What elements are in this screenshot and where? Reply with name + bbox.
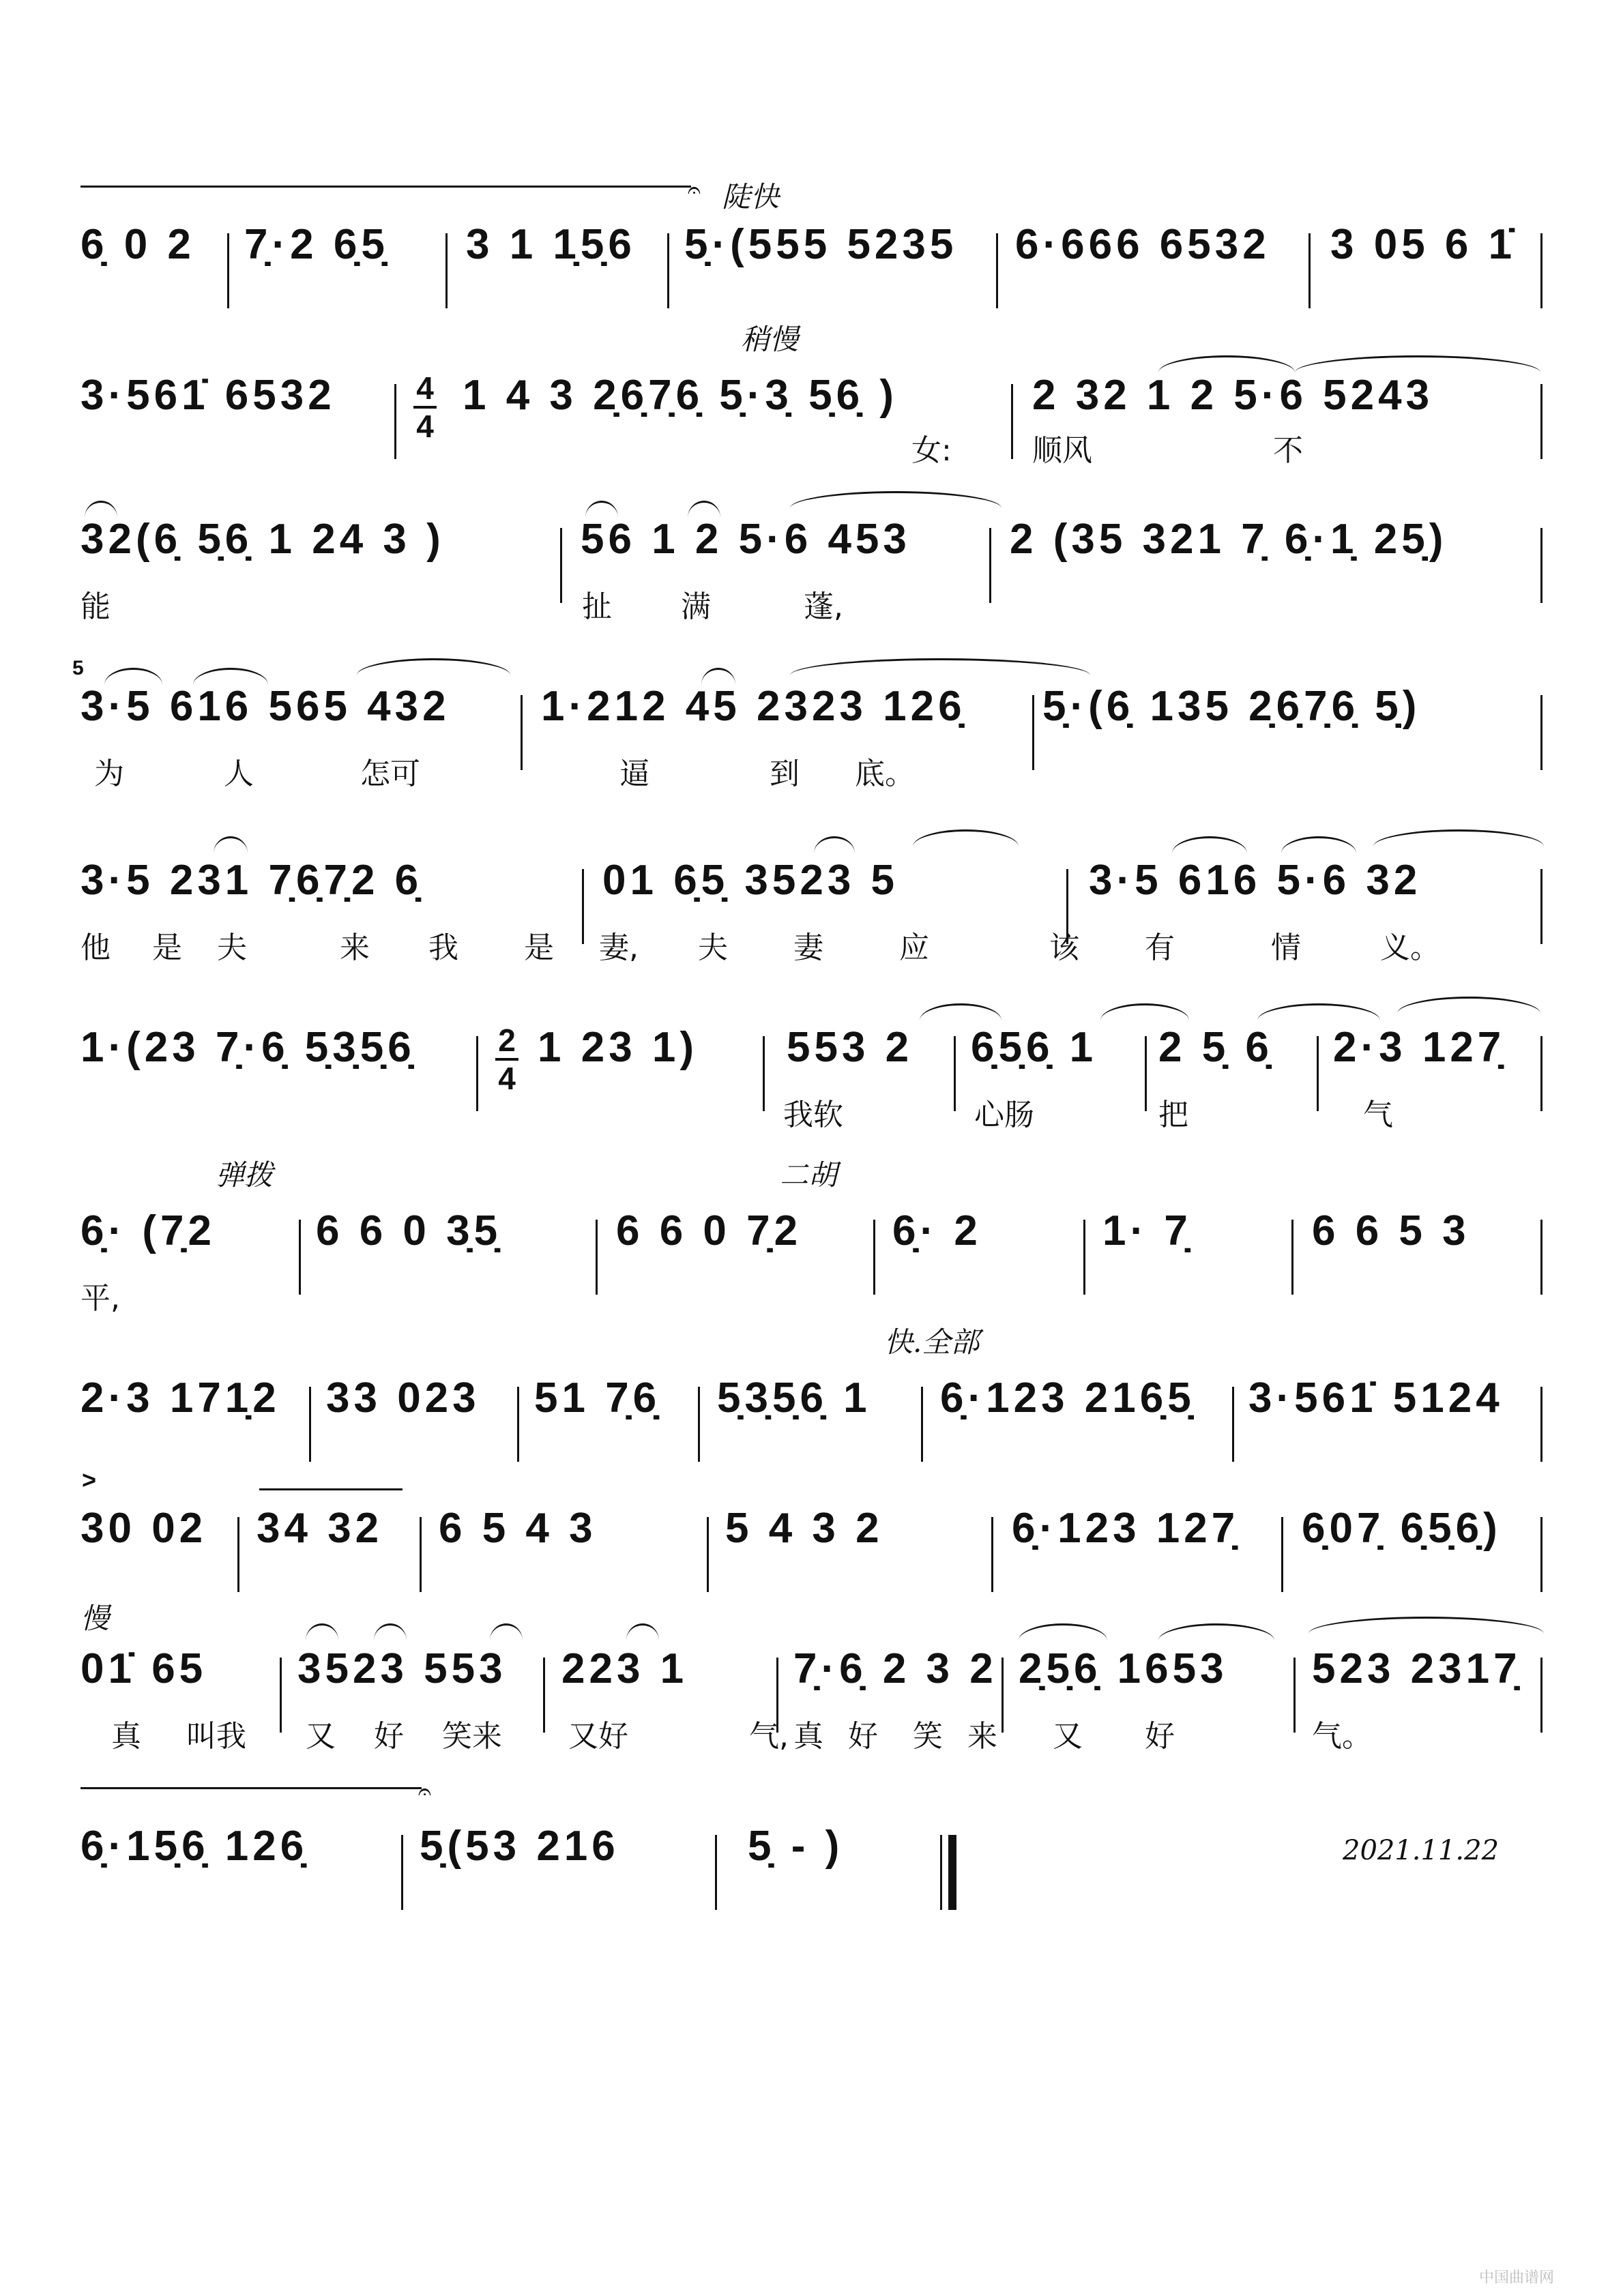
barline — [1540, 1387, 1542, 1462]
measure: 1·(23 7̣·6̣ 5̣3̣5̣6̣ — [81, 1024, 415, 1071]
measure: 2 (35 321 7̣ 6̣·1̣ 25̣) — [1010, 516, 1448, 563]
lyric: 情 — [1271, 930, 1301, 965]
lyric: 把 — [1158, 1098, 1188, 1132]
staff — [81, 1791, 1547, 1900]
lyric: 又好 — [568, 1719, 628, 1754]
measure: 6̣ 0 2 — [81, 221, 195, 268]
system-11 — [81, 1767, 1547, 1876]
system-1 — [81, 157, 1547, 266]
measure: 5̣·(6̣ 135 2̣6̣7̣6̣ 5̣) — [1042, 683, 1421, 730]
staff — [81, 825, 1547, 965]
watermark: 中国曲谱网 — [1479, 2269, 1555, 2286]
measure: 6̣· (7̣2 — [81, 1207, 216, 1254]
measure: 32(6̣ 5̣6̣ 1 24 3 ) — [81, 516, 445, 563]
lyric: 不 — [1273, 433, 1303, 468]
staff — [81, 1176, 1547, 1316]
measure: 223 1 — [561, 1645, 688, 1692]
measure: 6̣·123 216̣5̣ — [940, 1374, 1195, 1422]
lyric: 有 — [1145, 930, 1175, 965]
barline — [309, 1387, 311, 1462]
system-6 — [81, 992, 1547, 1132]
fermata-icon: 𝄐 — [418, 1779, 431, 1805]
staff — [81, 992, 1547, 1132]
measure: 1 4 3 2̣6̣7̣6̣ 5̣·3̣ 5̣6̣ ) — [463, 372, 898, 419]
measure: 33 023 — [326, 1374, 480, 1422]
measure: 51 7̣6̣ — [534, 1374, 661, 1422]
measure: 2 32 1 2 5·6 5243 — [1032, 372, 1434, 419]
lyric: 底。 — [855, 756, 915, 791]
measure: 1·212 45 2323 126̣ — [541, 683, 966, 730]
measure: 3 1 1̣5̣6 — [466, 221, 636, 268]
measure: 5̣(53 216 — [420, 1823, 619, 1870]
measure: 6̣·15̣6̣ 126̣ — [81, 1823, 308, 1870]
lyric: 好 — [1145, 1719, 1175, 1754]
tempo-mark: 快.全部 — [884, 1325, 980, 1359]
barline — [517, 1387, 519, 1462]
lyric: 又 — [306, 1719, 336, 1754]
system-10 — [81, 1596, 1547, 1754]
measure: 56 1 2 5·6 453 — [581, 516, 911, 563]
barline — [420, 1517, 422, 1592]
barline — [227, 233, 229, 308]
measure: 34 32 — [257, 1505, 383, 1552]
staff — [81, 484, 1547, 624]
measure: 3·561̇ 6532 — [81, 372, 336, 419]
measure: 7̣·2 6̣5̣ — [244, 221, 389, 268]
lyric: 义。 — [1380, 930, 1440, 965]
lyric: 夫 — [698, 930, 728, 965]
barline — [715, 1835, 717, 1910]
lyric: 扯 — [582, 589, 612, 624]
lyric: 女: — [911, 433, 952, 468]
barline — [698, 1387, 700, 1462]
barline — [921, 1387, 923, 1462]
staff — [81, 190, 1547, 299]
lyric: 真 — [793, 1719, 823, 1754]
barline — [667, 233, 669, 308]
lyric: 叫我 — [186, 1719, 246, 1754]
lyric: 妻, — [599, 930, 639, 965]
lyric: 心肠 — [974, 1098, 1034, 1132]
measure: 553 2 — [787, 1024, 913, 1071]
system-7 — [81, 1153, 1547, 1316]
lyric: 气 — [1363, 1098, 1393, 1132]
tempo-mark: 慢 — [81, 1602, 110, 1635]
measure: 5̣3̣5̣6̣ 1 — [717, 1374, 871, 1422]
measure: 523 2317̣ — [1312, 1645, 1521, 1692]
final-barline-thin — [940, 1835, 942, 1910]
barline — [1281, 1517, 1283, 1592]
measure: 6 6 0 3̣5̣ — [316, 1207, 502, 1254]
lyric: 满 — [681, 589, 711, 624]
measure: 7̣·6̣ 2 3 2 — [793, 1645, 997, 1692]
lyric: 为 — [94, 756, 124, 791]
slur — [1158, 355, 1295, 372]
measure: 01 6̣5̣ 3523 5 — [602, 857, 899, 904]
slur — [790, 658, 1090, 675]
lyric: 夫 — [217, 930, 247, 965]
barline — [996, 233, 998, 308]
measure: 30 02 — [81, 1505, 207, 1552]
lyric: 平, — [81, 1281, 120, 1316]
lyric: 又 — [1053, 1719, 1083, 1754]
lyric: 好 — [374, 1719, 404, 1754]
staff — [81, 1343, 1547, 1452]
system-5 — [81, 825, 1547, 965]
measure: 1· 7̣ — [1102, 1207, 1192, 1254]
tempo-mark: 稍慢 — [741, 323, 799, 356]
measure: 01̇ 65 — [81, 1645, 207, 1692]
barline — [991, 1517, 993, 1592]
measure: 6̣·123 127̣ — [1012, 1505, 1240, 1552]
slur — [1373, 829, 1544, 847]
slur — [1397, 997, 1540, 1014]
time-signature: 4 4 — [413, 372, 437, 443]
lyric: 他 — [81, 930, 111, 965]
system-3 — [81, 484, 1547, 624]
system-2 — [81, 317, 1547, 468]
staff — [81, 1473, 1547, 1583]
measure: 6 5 4 3 — [439, 1505, 597, 1552]
measure: 6 6 0 7̣2 — [616, 1207, 802, 1254]
measure: 5 4 3 2 — [725, 1505, 883, 1552]
lyric: 能 — [81, 589, 111, 624]
measure: 6·666 6532 — [1015, 221, 1270, 268]
measure: 2 5̣ 6̣ — [1158, 1024, 1273, 1071]
measure: 6̣5̣6̣ 1 — [971, 1024, 1098, 1071]
lyric: 该 — [1049, 930, 1079, 965]
lyric: 好 — [848, 1719, 878, 1754]
system-4 — [72, 651, 1547, 791]
barline — [1540, 233, 1542, 308]
barline — [707, 1517, 709, 1592]
barline — [237, 1517, 239, 1592]
barline — [1540, 1517, 1542, 1592]
measure: 6̣07̣ 6̣5̣6̣) — [1302, 1505, 1502, 1552]
slur — [790, 491, 1001, 508]
measure: 3·5 616 565 432 — [81, 683, 450, 730]
lyric: 我软 — [783, 1098, 843, 1132]
measure: 3·561̇ 5124 — [1248, 1374, 1504, 1422]
tuplet-bracket — [259, 1488, 403, 1490]
lyric: 到 — [770, 756, 800, 791]
lyric: 真 — [111, 1719, 141, 1754]
measure: 2·3 127̣ — [1333, 1024, 1506, 1071]
lyric: 妻 — [793, 930, 823, 965]
lyric: 应 — [899, 930, 929, 965]
lyric: 是 — [152, 930, 182, 965]
lyric: 是 — [524, 930, 554, 965]
lyric: 笑来 — [442, 1719, 502, 1754]
slur — [913, 829, 1019, 847]
slur — [1295, 355, 1540, 372]
slur-line — [81, 186, 691, 188]
measure: 6 6 5 3 — [1312, 1207, 1470, 1254]
lyric: 气。 — [1312, 1719, 1372, 1754]
measure: 6̣· 2 — [892, 1207, 982, 1254]
lyric: 我 — [428, 930, 458, 965]
system-9 — [81, 1466, 1547, 1583]
barline — [445, 233, 448, 308]
measure: 3·5 231 7̣6̣7̣2 6̣ — [81, 857, 423, 904]
staff — [81, 340, 1547, 468]
lyric: 来 — [967, 1719, 997, 1754]
date: 2021.11.22 — [1343, 1835, 1500, 1866]
instrument-mark: 二胡 — [780, 1158, 838, 1192]
lyric: 气, — [749, 1719, 789, 1754]
measure: 1 23 1) — [538, 1024, 699, 1071]
measure: 2̣5̣6̣ 1653 — [1019, 1645, 1228, 1692]
staff — [72, 651, 1547, 791]
lyric: 怎可 — [360, 756, 420, 791]
instrument-mark: 弹拨 — [216, 1158, 274, 1192]
staff — [81, 1614, 1547, 1754]
fermata-icon: 𝄐 — [688, 177, 701, 203]
lyric: 蓬, — [804, 589, 843, 624]
accent-icon: > — [82, 1466, 101, 1494]
measure: 3523 553 — [297, 1645, 507, 1692]
measure: 3·5 616 5·6 32 — [1089, 857, 1422, 904]
lyric: 顺风 — [1032, 433, 1092, 468]
lyric: 笑 — [913, 1719, 943, 1754]
slur — [1308, 1617, 1544, 1634]
measure: 5̣·(555 5235 — [684, 221, 958, 268]
time-signature: 2 4 — [495, 1024, 518, 1095]
grace-note: 5 — [72, 657, 88, 679]
barline — [401, 1835, 403, 1910]
tempo-mark: 陡快 — [722, 180, 780, 214]
barline — [1308, 233, 1311, 308]
lyric: 来 — [340, 930, 370, 965]
slur — [357, 658, 510, 675]
barline — [1232, 1387, 1234, 1462]
slur-line — [81, 1787, 422, 1789]
system-8 — [81, 1320, 1547, 1429]
lyric: 人 — [224, 756, 254, 791]
measure: 3 05 6 1̇ — [1330, 221, 1517, 268]
measure: 2·3 171̣2 — [81, 1374, 280, 1422]
final-barline-thick — [948, 1835, 956, 1910]
lyric: 逼 — [619, 756, 649, 791]
measure: 5̣ - ) — [748, 1823, 844, 1870]
